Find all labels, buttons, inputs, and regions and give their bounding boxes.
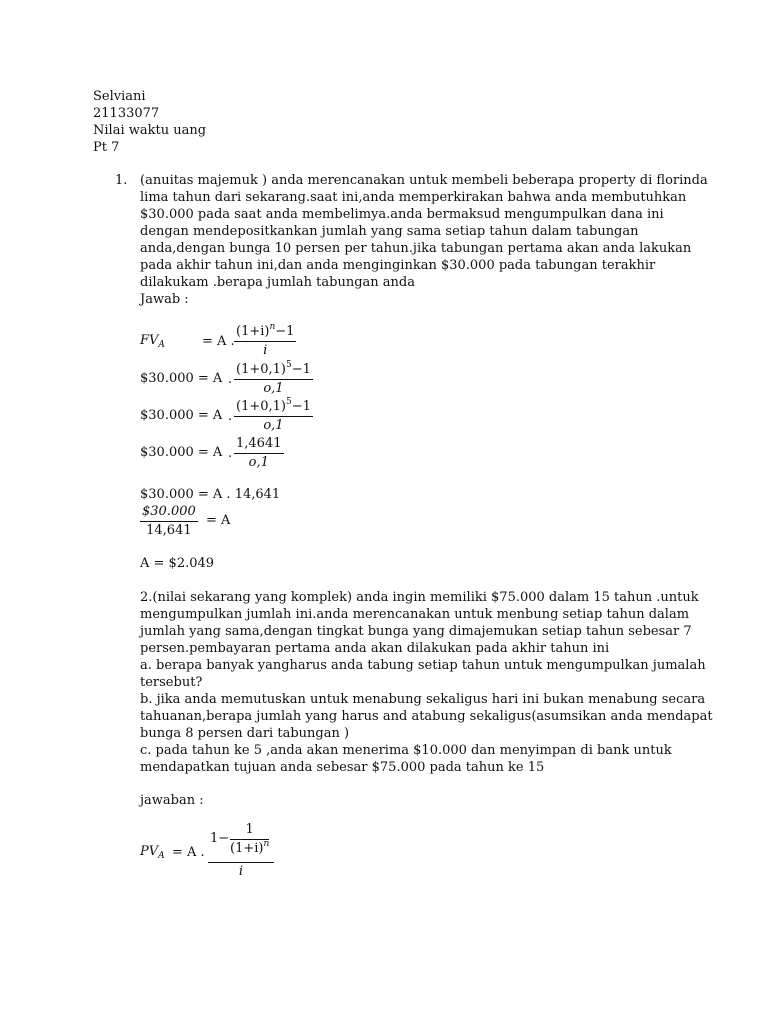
problem-2-line: persen.pembayaran pertama anda akan dilakukan pada akhir tahun ini	[140, 641, 610, 656]
problem-1-line: anda,dengan bunga 10 persen per tahun.jika tabungan pertama akan anda lakukan	[140, 241, 692, 256]
problem-1-line: dengan mendepositkankan jumlah yang sama setiap tahun dalam tabungan	[140, 224, 639, 239]
problem-2-line: 2.(nilai sekarang yang komplek) anda ingin memiliki $75.000 dalam 15 tahun .untuk	[140, 590, 699, 605]
author-name: Selviani	[93, 89, 146, 104]
student-id: 21133077	[93, 106, 160, 121]
topic-label: Pt 7	[93, 140, 120, 155]
equation-lhs: $30.000 = A	[140, 445, 223, 460]
problem-1-line: (anuitas majemuk ) anda merencanakan untuk membeli beberapa property di florinda	[140, 173, 708, 188]
problem-2-line: mendapatkan tujuan anda sebesar $75.000 pada tahun ke 15	[140, 760, 545, 775]
equation-lhs: $30.000 = A	[140, 371, 223, 386]
problem-2-line: a. berapa banyak yangharus anda tabung setiap tahun untuk mengumpulkan jumalah	[140, 658, 706, 673]
equals-a: = A .	[172, 845, 205, 860]
final-answer: A = $2.049	[140, 556, 215, 571]
course-title: Nilai waktu uang	[93, 123, 207, 138]
dot-operator: .	[228, 409, 233, 424]
dot-operator: .	[228, 446, 233, 461]
fraction-pv-numerator	[208, 820, 274, 863]
problem-1-number: 1.	[115, 173, 128, 188]
fraction-fv-formula: $\frac{(1+i)^n-1}{i}$	[236, 322, 295, 358]
problem-2-line: tahuanan,berapa jumlah yang harus and atabung sekaligus(asumsikan anda mendapat	[140, 709, 713, 724]
equation-result: $30.000 = A . 14,641	[140, 487, 281, 502]
fraction-pv-formula	[208, 820, 274, 880]
fraction-pv-denominator: i	[238, 864, 244, 879]
problem-2-line: mengumpulkan jumlah ini.anda merencanakan untuk menbung setiap tahun dalam	[140, 607, 690, 622]
problem-1-line: dilakukam .berapa jumlah tabungan anda	[140, 275, 415, 290]
equals-a-rhs: = A	[206, 513, 231, 528]
problem-2-line: b. jika anda memutuskan untuk menabung sekaligus hari ini bukan menabung secara	[140, 692, 706, 707]
fraction-evaluated: $\frac{1,4641}{o,1}$	[236, 436, 282, 470]
equation-lhs: $30.000 = A	[140, 408, 223, 423]
fraction-division: $\frac{\$30.000}{14,641}$	[142, 504, 196, 538]
fraction-substituted-repeat: $\frac{(1+0,1)^5-1}{o,1}$	[236, 397, 311, 433]
problem-1-line: pada akhir tahun ini,dan anda menginginkan $30.000 pada tabungan terakhir	[140, 258, 656, 273]
problem-1-line: $30.000 pada saat anda membelimya.anda bermaksud mengumpulkan dana ini	[140, 207, 664, 222]
answer-label-2: jawaban :	[140, 793, 204, 808]
fv-symbol: $FV_A$	[140, 333, 165, 350]
problem-2-line: c. pada tahun ke 5 ,anda akan menerima $10.000 dan menyimpan di bank untuk	[140, 743, 672, 758]
problem-1-line: lima tahun dari sekarang.saat ini,anda memperkirakan bahwa anda membutuhkan	[140, 190, 687, 205]
pv-symbol: $PV_A$	[140, 844, 165, 861]
equals-a: = A .	[202, 334, 235, 349]
problem-2-line: bunga 8 persen dari tabungan )	[140, 726, 350, 741]
fraction-substituted: $\frac{(1+0,1)^5-1}{o,1}$	[236, 360, 311, 396]
problem-2-line: tersebut?	[140, 675, 203, 690]
problem-2-line: jumlah yang sama,dengan tingkat bunga yang dimajemukan setiap tahun sebesar 7	[140, 624, 692, 639]
inner-fraction: $\frac{1}{(1+i)^n}$	[230, 822, 270, 856]
one-minus: 1−	[210, 831, 230, 846]
answer-label-1: Jawab :	[140, 292, 189, 307]
dot-operator: .	[228, 372, 233, 387]
